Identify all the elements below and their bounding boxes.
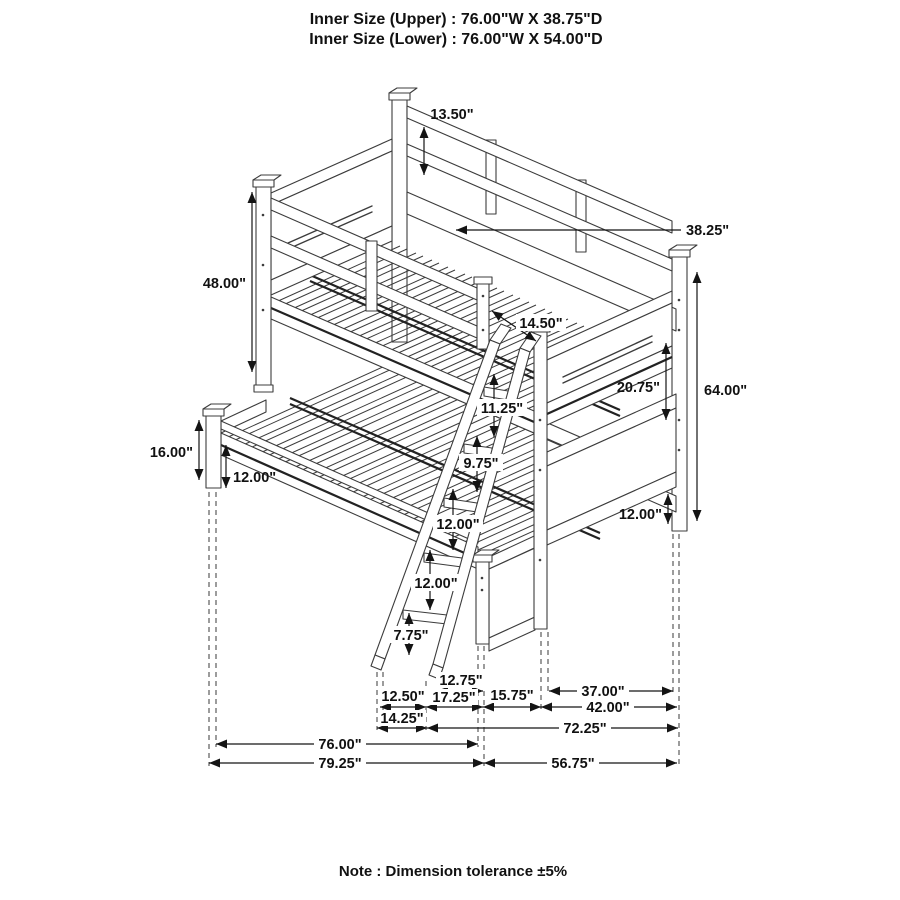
- dim-label-12-00-ladder-low: 12.00": [414, 576, 458, 592]
- dim-label-16-00: 16.00": [149, 445, 193, 461]
- lower-front-left-post-cap-face: [203, 409, 224, 416]
- lower-front-left-post-cap: [203, 404, 231, 409]
- head-back-post-cap: [389, 88, 417, 93]
- foot-back-post: [672, 257, 687, 531]
- dim-label-12-00-left: 12.00": [233, 470, 277, 486]
- head-front-post: [256, 187, 271, 390]
- dim-label-14-25: 14.25": [380, 711, 424, 727]
- dim-label-79-25: 79.25": [318, 756, 362, 772]
- tolerance-note: Note : Dimension tolerance ±5%: [338, 863, 568, 880]
- dim-label-76-00: 76.00": [318, 737, 362, 753]
- inner-size-upper-label: Inner Size (Upper) : 76.00"W X 38.75"D: [309, 11, 603, 28]
- dim-label-72-25: 72.25": [563, 721, 607, 737]
- head-front-post-cap-face: [253, 180, 274, 187]
- dim-label-9-75: 9.75": [463, 456, 499, 472]
- dim-label-14-50: 14.50": [519, 316, 563, 332]
- ladder-rung: [444, 498, 477, 512]
- guard-end-post-cap: [474, 277, 492, 284]
- dim-label-12-50: 12.50": [381, 689, 425, 705]
- dim-label-48-00: 48.00": [202, 276, 246, 292]
- dim-label-12-75: 12.75": [439, 673, 483, 689]
- dim-label-17-25: 17.25": [432, 690, 476, 706]
- dim-label-42-00: 42.00": [586, 700, 630, 716]
- head-front-post-foot: [254, 385, 273, 392]
- dim-label-13-50: 13.50": [430, 107, 474, 123]
- dim-label-15-75: 15.75": [490, 688, 534, 704]
- head-front-post-cap: [253, 175, 281, 180]
- dim-label-11-25: 11.25": [480, 401, 524, 417]
- dim-label-12-00-ladder-mid: 12.00": [436, 517, 480, 533]
- lower-front-right-post: [476, 562, 489, 644]
- dim-label-12-00-right: 12.00": [618, 507, 662, 523]
- guard-end-post: [477, 284, 489, 349]
- foot-back-post-cap: [669, 245, 697, 250]
- inner-size-lower-label: Inner Size (Lower) : 76.00"W X 54.00"D: [309, 31, 603, 48]
- lower-front-left-post: [206, 416, 221, 488]
- front-guard-support: [366, 241, 377, 311]
- dim-label-20-75: 20.75": [616, 380, 660, 396]
- lower-front-right-post-cap-face: [473, 555, 492, 562]
- dim-label-56-75: 56.75": [551, 756, 595, 772]
- dim-label-38-25: 38.25": [686, 223, 730, 239]
- head-back-post-cap-face: [389, 93, 410, 100]
- dim-label-64-00: 64.00": [704, 383, 748, 399]
- dim-label-37-00: 37.00": [581, 684, 625, 700]
- dim-label-7-75: 7.75": [393, 628, 429, 644]
- foot-front-post: [534, 332, 547, 629]
- foot-back-post-cap-face: [669, 250, 690, 257]
